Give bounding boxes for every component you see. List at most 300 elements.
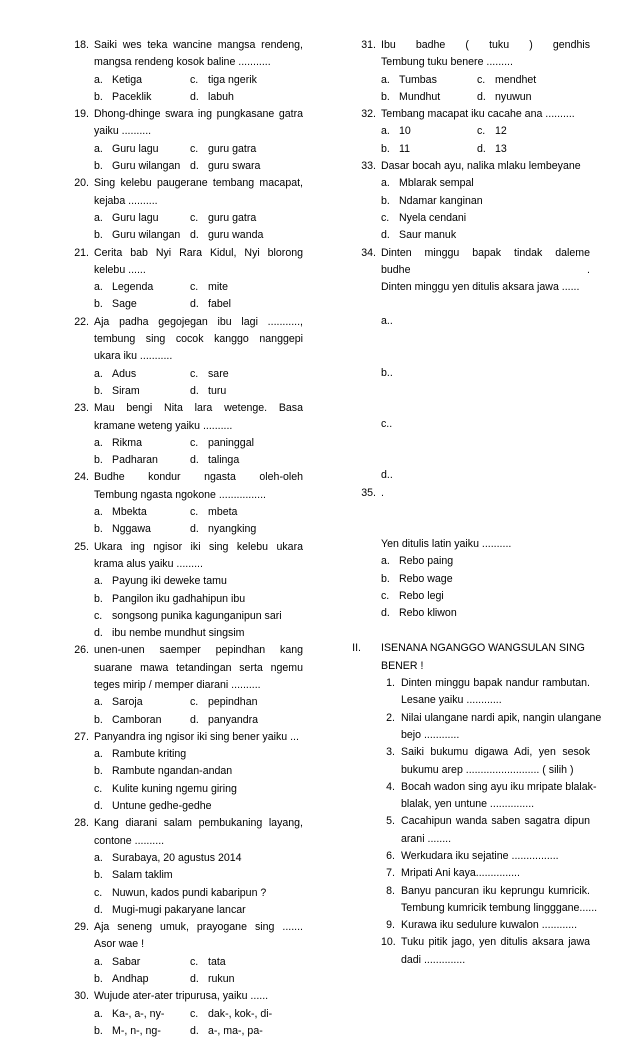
option-row <box>94 279 303 296</box>
option-cell: Salam taklim <box>112 869 173 882</box>
option-row <box>381 227 590 244</box>
option-cell: a. <box>94 367 103 380</box>
option-cell: Mugi-mugi pakaryane lancar <box>112 903 246 916</box>
question-text: Mau bengi Nita lara wetenge. Basa <box>94 402 303 415</box>
option-cell: b. <box>94 765 103 778</box>
option-row <box>94 867 303 884</box>
question-text: kelebu ...... <box>94 263 146 276</box>
option-row <box>94 712 303 729</box>
fill-question <box>358 813 590 848</box>
option-cell: b. <box>94 298 103 311</box>
option-row <box>94 746 303 763</box>
option-cell: paninggal <box>208 436 254 449</box>
option-cell: a. <box>381 555 390 568</box>
option-cell: panyandra <box>208 713 259 726</box>
option-cell: dak-, kok-, di- <box>208 1007 273 1020</box>
option-cell: c. <box>477 125 486 138</box>
fill-question-body <box>381 779 597 814</box>
option-cell: Guru wilangan <box>112 229 181 242</box>
answer-blank: c.. <box>381 418 393 431</box>
question-number: 3. <box>386 746 395 759</box>
question-text: Dinten minggu yen ditulis aksara jawa ...... <box>381 281 580 294</box>
option-cell: b. <box>94 973 103 986</box>
question-text: Bocah wadon sing ayu iku mripate blalak- <box>401 780 597 793</box>
option-cell: b. <box>94 869 103 882</box>
question <box>71 539 303 643</box>
option-cell: c. <box>190 73 199 86</box>
fill-question-body <box>381 744 590 779</box>
option-row <box>94 781 303 798</box>
option-row <box>94 227 303 244</box>
option-cell: b. <box>94 592 103 605</box>
option-cell: guru wanda <box>208 229 264 242</box>
question-text: Dasar bocah ayu, nalika mlaku lembeyane <box>381 160 581 173</box>
option-cell: d. <box>381 229 390 242</box>
option-cell: Untune gedhe-gedhe <box>112 800 212 813</box>
option-cell: c. <box>190 1007 199 1020</box>
question-text: Asor wae ! <box>94 938 145 951</box>
section-title: BENER ! <box>381 659 424 672</box>
option-cell: guru gatra <box>208 211 257 224</box>
option-cell: Padharan <box>112 454 158 467</box>
option-cell: a. <box>94 748 103 761</box>
question-text: Ibu badhe ( tuku ) gendhis <box>381 39 590 51</box>
option-cell: Siram <box>112 384 140 397</box>
option-cell: Rebo wage <box>399 572 453 585</box>
option-cell: c. <box>477 73 486 86</box>
spacer <box>381 348 590 365</box>
question-text: Yen ditulis latin yaiku .......... <box>381 537 512 550</box>
option-row <box>94 504 303 521</box>
option-cell: c. <box>190 506 199 519</box>
question <box>358 485 590 623</box>
question-number: 6. <box>386 849 395 862</box>
question <box>71 37 303 106</box>
question <box>71 815 303 919</box>
question-text: Tembung kumricik tembung lingggane...... <box>401 901 598 914</box>
question-number: 10. <box>381 936 396 949</box>
question-text: tembung sing cocok kanggo nanggepi <box>94 333 303 346</box>
question-text: Cacahipun wanda saben sagatra dipun <box>401 815 590 828</box>
question-text: kramane weteng yaiku .......... <box>94 419 233 432</box>
question-text: contone .......... <box>94 834 165 847</box>
question-number: 32. <box>361 108 376 121</box>
option-row <box>94 435 303 452</box>
question <box>358 106 590 158</box>
question-number: 1. <box>386 677 395 690</box>
option-row <box>381 605 590 622</box>
fill-question <box>358 917 590 934</box>
fill-question <box>358 744 590 779</box>
option-row <box>94 1006 303 1023</box>
option-cell: d. <box>94 903 103 916</box>
option-cell: d. <box>190 973 199 986</box>
option-cell: Tumbas <box>399 73 437 86</box>
question-number: 25. <box>74 540 89 553</box>
option-cell: Payung iki deweke tamu <box>112 575 227 588</box>
option-cell: Nyela cendani <box>399 211 467 224</box>
question-text: Tuku pitik jago, yen ditulis aksara jawa <box>401 936 590 949</box>
option-row <box>381 141 590 158</box>
option-cell: b. <box>94 713 103 726</box>
option-cell: b. <box>94 90 103 103</box>
question-number: 9. <box>386 919 395 932</box>
question-text: blalak, yen untune ............... <box>401 798 535 811</box>
option-cell: d. <box>94 800 103 813</box>
spacer <box>381 502 590 519</box>
question-number: 20. <box>74 177 89 190</box>
option-row <box>381 553 590 570</box>
question-number: 21. <box>74 246 89 259</box>
fill-question-body <box>381 865 590 882</box>
left-column <box>71 37 303 1040</box>
option-cell: Sage <box>112 298 137 311</box>
option-cell: d. <box>190 298 199 311</box>
option-cell: b. <box>94 384 103 397</box>
question-text: Aja seneng umuk, prayogane sing ....... <box>94 921 303 934</box>
option-cell: d. <box>190 160 199 173</box>
option-row <box>94 521 303 538</box>
fill-question <box>358 848 590 865</box>
option-cell: mite <box>208 281 229 294</box>
question-text: Tembang macapat iku cacahe ana .......... <box>381 108 575 121</box>
fill-question-body <box>381 934 590 969</box>
option-cell: a. <box>94 142 103 155</box>
option-row <box>381 175 590 192</box>
question <box>71 314 303 400</box>
spacer <box>381 331 590 348</box>
question-text: bejo ............ <box>401 728 460 741</box>
question-number: 5. <box>386 815 395 828</box>
option-cell: guru swara <box>208 160 261 173</box>
option-cell: Ndamar kanginan <box>399 194 483 207</box>
option-row <box>94 141 303 158</box>
question-number: 7. <box>386 867 395 880</box>
fill-question <box>358 865 590 882</box>
option-cell: 12 <box>495 125 507 138</box>
question <box>71 106 303 175</box>
option-row <box>381 89 590 106</box>
question <box>71 729 303 815</box>
question-number: 24. <box>74 471 89 484</box>
option-row <box>94 763 303 780</box>
option-cell: guru gatra <box>208 142 257 155</box>
question <box>71 175 303 244</box>
question-text: unen-unen saemper pepindhan kang <box>94 644 303 657</box>
option-cell: a. <box>94 73 103 86</box>
option-cell: Kulite kuning ngemu giring <box>112 782 237 795</box>
option-cell: b. <box>381 142 390 155</box>
answer-blank: a.. <box>381 315 393 328</box>
option-row <box>94 158 303 175</box>
spacer <box>381 399 590 416</box>
option-cell: a. <box>94 506 103 519</box>
option-cell: c. <box>381 211 390 224</box>
option-cell: Saur manuk <box>399 229 457 242</box>
spacer <box>381 296 590 313</box>
option-cell: d. <box>190 1024 199 1037</box>
option-cell: d. <box>381 607 390 620</box>
question-number: 22. <box>74 315 89 328</box>
option-row <box>94 210 303 227</box>
question-number: 2. <box>386 711 395 724</box>
option-cell: Mundhut <box>399 90 441 103</box>
option-cell: 11 <box>399 142 410 155</box>
option-cell: d. <box>477 90 486 103</box>
question-number: 19. <box>74 108 89 121</box>
option-cell: a. <box>94 1007 103 1020</box>
option-cell: tiga ngerik <box>208 73 257 86</box>
option-cell: c. <box>190 211 199 224</box>
fill-question <box>358 710 602 745</box>
option-cell: d. <box>190 384 199 397</box>
option-cell: mbeta <box>208 506 238 519</box>
option-row <box>381 123 590 140</box>
spacer <box>381 433 590 450</box>
question-text: yaiku .......... <box>94 125 152 138</box>
question-text: teges mirip / memper diarani .......... <box>94 678 261 691</box>
option-row <box>381 72 590 89</box>
option-cell: a. <box>381 125 390 138</box>
option-cell: d. <box>190 713 199 726</box>
question <box>71 469 303 538</box>
option-row <box>94 573 303 590</box>
question-text: Nilai ulangane nardi apik, nangin ulangane <box>401 711 602 724</box>
option-row <box>94 902 303 919</box>
option-cell: d. <box>190 454 199 467</box>
option-cell: Mbekta <box>112 506 147 519</box>
option-cell: b. <box>381 194 390 207</box>
option-cell: fabel <box>208 298 231 311</box>
fill-question-body <box>381 917 590 934</box>
option-cell: b. <box>381 90 390 103</box>
option-cell: b. <box>94 160 103 173</box>
option-cell: a. <box>94 851 103 864</box>
question-text: Aja padha gegojegan ibu lagi ..........., <box>94 315 303 328</box>
option-cell: sare <box>208 367 229 380</box>
fill-question <box>358 883 598 918</box>
option-cell: c. <box>190 142 199 155</box>
spacer <box>381 382 590 399</box>
option-cell: a. <box>94 281 103 294</box>
option-cell: a. <box>381 177 390 190</box>
section-header <box>352 640 590 675</box>
option-cell: Rikma <box>112 436 143 449</box>
option-cell: labuh <box>208 90 234 103</box>
option-cell: c. <box>190 281 199 294</box>
question-number: 30. <box>74 990 89 1003</box>
fill-question-body <box>381 813 590 848</box>
option-cell: Legenda <box>112 281 154 294</box>
option-cell: c. <box>190 367 199 380</box>
option-cell: d. <box>190 90 199 103</box>
option-cell: Pangilon iku gadhahipun ibu <box>112 592 246 605</box>
option-row <box>94 296 303 313</box>
question-number: 23. <box>74 402 89 415</box>
question-text: Cerita bab Nyi Rara Kidul, Nyi blorong <box>94 246 303 259</box>
fill-question <box>358 934 590 969</box>
fill-question-body <box>381 883 598 918</box>
option-cell: d. <box>190 229 199 242</box>
question <box>71 400 303 469</box>
question-text: Banyu pancuran iku keprungu kumricik. <box>401 884 590 897</box>
option-cell: b. <box>94 1024 103 1037</box>
question-text: Werkudara iku sejatine ................ <box>401 849 559 862</box>
question-text: Budhe kondur ngasta oleh-oleh <box>94 471 303 484</box>
question-number: 33. <box>361 160 376 173</box>
option-cell: Rambute kriting <box>112 748 187 761</box>
spacer <box>381 519 590 536</box>
option-cell: songsong punika kagunganipun sari <box>112 609 282 622</box>
option-row <box>381 210 590 227</box>
option-cell: Ketiga <box>112 73 143 86</box>
question-text: Dhong-dhinge swara ing pungkasane gatra <box>94 108 303 121</box>
option-cell: a. <box>94 955 103 968</box>
question-text: Dinten minggu bapak tindak daleme <box>381 246 590 259</box>
question-text: krama alus yaiku ......... <box>94 557 203 570</box>
question-text: Lesane yaiku ............ <box>401 694 502 707</box>
question-number: 35. <box>361 486 376 499</box>
option-cell: d. <box>190 523 199 536</box>
right-column <box>352 37 602 969</box>
question-number: 34. <box>361 246 376 259</box>
question-text: Panyandra ing ngisor iki sing bener yaiku ... <box>94 730 299 743</box>
question <box>71 988 303 1040</box>
option-cell: nyangking <box>208 523 257 536</box>
question-text: Ukara ing ngisor iki sing kelebu ukara <box>94 540 303 553</box>
option-cell: b. <box>94 229 103 242</box>
option-row <box>94 383 303 400</box>
option-cell: Nggawa <box>112 523 151 536</box>
question-number: 31. <box>361 39 376 51</box>
option-row <box>94 971 303 988</box>
option-cell: Guru lagu <box>112 211 159 224</box>
option-cell: d. <box>477 142 486 155</box>
option-cell: Guru lagu <box>112 142 159 155</box>
fill-question-body <box>381 710 602 745</box>
option-cell: d. <box>94 627 103 640</box>
question-text: Tembung ngasta ngokone ................ <box>94 488 266 501</box>
option-cell: Rebo paing <box>399 555 454 568</box>
option-cell: a. <box>381 73 390 86</box>
option-row <box>94 625 303 642</box>
option-row <box>381 588 590 605</box>
option-row <box>94 608 303 625</box>
option-cell: c. <box>94 886 103 899</box>
option-cell: a-, ma-, pa- <box>208 1024 263 1037</box>
option-cell: M-, n-, ng- <box>112 1024 161 1037</box>
question-text: . <box>381 486 384 499</box>
option-cell: b. <box>381 572 390 585</box>
question <box>71 919 303 988</box>
spacer <box>381 450 590 467</box>
option-cell: Andhap <box>112 973 149 986</box>
option-cell: Rebo legi <box>399 589 444 602</box>
fill-question <box>358 675 590 710</box>
option-cell: Guru wilangan <box>112 160 181 173</box>
question <box>71 245 303 314</box>
question <box>358 245 590 485</box>
question-text: bukumu arep ......................... ( silih ) <box>401 763 574 776</box>
option-row <box>94 89 303 106</box>
option-cell: Adus <box>112 367 137 380</box>
question <box>71 642 303 728</box>
option-cell: Mblarak sempal <box>399 177 474 190</box>
option-cell: Sabar <box>112 955 141 968</box>
question-text: Saiki wes teka wancine mangsa rendeng, <box>94 39 303 51</box>
option-cell: a. <box>94 696 103 709</box>
option-cell: Paceklik <box>112 90 152 103</box>
option-cell: 10 <box>399 125 411 138</box>
option-row <box>94 798 303 815</box>
option-cell: c. <box>94 782 103 795</box>
question-text: Wujude ater-ater tripurusa, yaiku ...... <box>94 990 269 1003</box>
section-number: II. <box>352 642 361 655</box>
question-text: Kurawa iku sedulure kuwalon ............ <box>401 919 578 932</box>
question-number: 4. <box>386 780 395 793</box>
option-cell: Saroja <box>112 696 143 709</box>
option-row <box>94 72 303 89</box>
section-title: ISENANA NGANGGO WANGSULAN SING <box>381 642 585 655</box>
option-row <box>94 954 303 971</box>
question-text: Dinten minggu bapak nandur rambutan. <box>401 677 590 690</box>
question-text: Mripati Ani kaya............... <box>401 867 520 880</box>
option-cell: Camboran <box>112 713 162 726</box>
option-cell: a. <box>94 436 103 449</box>
question-text: kejaba .......... <box>94 194 158 207</box>
option-cell: turu <box>208 384 227 397</box>
question-text: Saiki bukumu digawa Adi, yen sesok <box>401 746 590 759</box>
question-number: 27. <box>74 730 89 743</box>
question <box>358 37 590 106</box>
question-text: Tembung tuku benere ......... <box>381 56 513 69</box>
question <box>358 158 590 244</box>
question-text: budhe . <box>381 263 590 276</box>
option-cell: 13 <box>495 142 507 155</box>
option-cell: c. <box>190 696 199 709</box>
answer-blank: d.. <box>381 469 393 482</box>
question-text: mangsa rendeng kosok baline ........... <box>94 56 271 69</box>
fill-question-body <box>381 675 590 710</box>
option-cell: ibu nembe mundhut singsim <box>112 627 245 640</box>
question-number: 28. <box>74 817 89 830</box>
option-cell: pepindhan <box>208 696 258 709</box>
option-row <box>94 885 303 902</box>
option-cell: c. <box>94 609 103 622</box>
option-cell: tata <box>208 955 226 968</box>
option-cell: talinga <box>208 454 240 467</box>
option-row <box>381 193 590 210</box>
option-row <box>94 452 303 469</box>
option-cell: a. <box>94 575 103 588</box>
option-cell: rukun <box>208 973 235 986</box>
option-row <box>94 1023 303 1040</box>
option-row <box>94 694 303 711</box>
option-cell: a. <box>94 211 103 224</box>
question-number: 8. <box>386 884 395 897</box>
option-row <box>94 591 303 608</box>
question-text: Kang diarani salam pembukaning layang, <box>94 817 303 830</box>
option-row <box>381 571 590 588</box>
option-cell: Rebo kliwon <box>399 607 457 620</box>
option-cell: c. <box>381 589 390 602</box>
question-text: Sing kelebu paugerane tembang macapat, <box>94 177 303 190</box>
option-row <box>94 366 303 383</box>
question-text: dadi .............. <box>401 953 466 966</box>
option-cell: c. <box>190 436 199 449</box>
option-cell: Nuwun, kados pundi kabaripun ? <box>112 886 267 899</box>
question-text: ukara iku ........... <box>94 350 173 363</box>
